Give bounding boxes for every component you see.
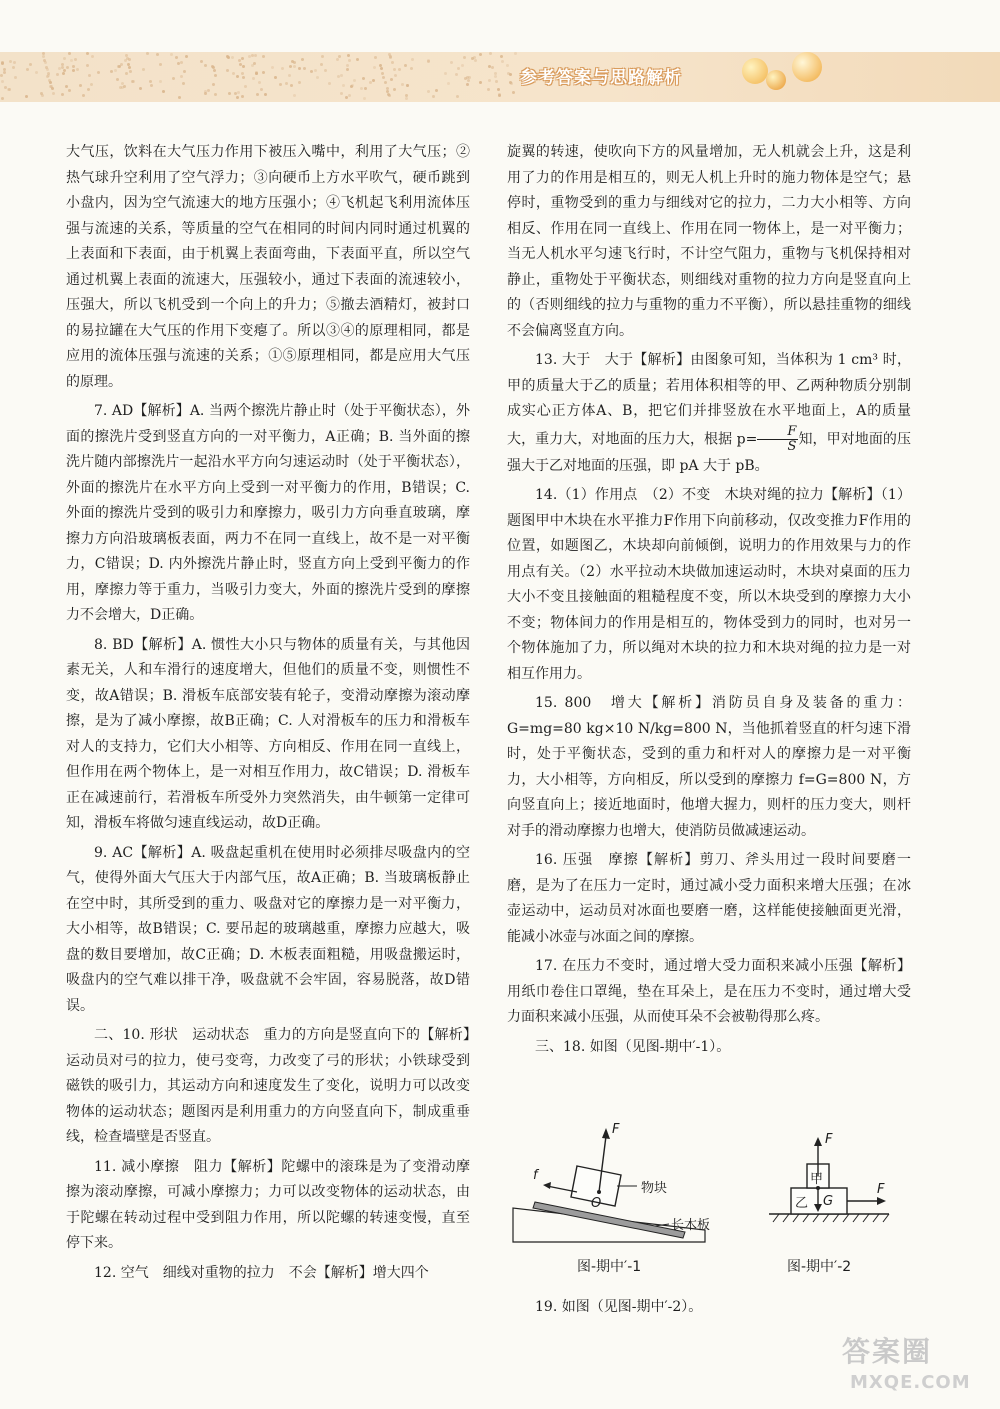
header-dot: [495, 80, 498, 83]
header-dot: [1, 80, 4, 83]
header-dot: [479, 81, 482, 84]
header-dot: [488, 79, 491, 82]
paragraph-7: 7. AD【解析】A. 当两个擦洗片静止时（处于平衡状态），外面的擦洗片受到竖直方向的一对平衡力，A正确；B. 当外面的擦洗片随内部擦洗片一起沿水平方向匀速运动时（处于平衡状态），外面的擦洗片在水平方向上受到一对平衡力的作用，B错误；C. 外面的擦洗片受到的吸引力和摩擦力，吸引力方向垂直玻璃，摩擦力方向沿玻璃板表面，两力不在同一直线上，故不是一对平衡力，C错误；D. 内外擦洗片静止时，竖直方向上受到平衡力的作用，摩擦力等于重力，当吸引力变大，外面的擦洗片受到的摩擦力不会增大，D正确。: [66, 403, 470, 623]
header-dot: [506, 64, 509, 67]
header-dot: [88, 74, 91, 77]
header-dot: [1, 97, 4, 100]
header-dot: [512, 91, 515, 94]
header-dot: [1, 62, 4, 65]
header-dot: [324, 69, 327, 72]
header-dot: [90, 83, 93, 86]
decor-bubble-icon: [766, 70, 786, 90]
header-dot: [404, 64, 407, 67]
header-dot: [139, 87, 142, 90]
header-dot: [279, 83, 282, 86]
header-dot: [251, 54, 254, 57]
header-title: 参考答案与思路解析: [520, 68, 682, 88]
header-dot: [172, 77, 175, 80]
figure-1-caption: 图-期中′-1: [577, 1259, 642, 1275]
header-dot: [185, 55, 188, 58]
header-dot: [86, 64, 89, 67]
header-dot: [87, 88, 90, 91]
header-dot: [241, 57, 244, 60]
header-dot: [70, 59, 73, 62]
header-dot: [91, 55, 94, 58]
figure-2-caption: 图-期中′-2: [787, 1259, 852, 1275]
header-dot: [260, 88, 263, 91]
header-dot: [26, 68, 29, 71]
header-dot: [487, 88, 490, 91]
header-dot: [252, 77, 255, 80]
label-board: 长木板: [671, 1218, 711, 1233]
header-dot: [291, 60, 294, 63]
header-dot: [353, 79, 356, 82]
header-dot: [494, 75, 497, 78]
header-dot: [316, 76, 319, 79]
header-dot: [232, 72, 235, 75]
header-dot: [293, 94, 296, 97]
header-dot: [123, 85, 126, 88]
right-column: [507, 140, 911, 1064]
watermark-site: MXQE.COM: [850, 1372, 971, 1393]
header-dot: [288, 74, 291, 77]
header-dot: [241, 72, 244, 75]
header-dot: [467, 79, 470, 82]
header-dot: [262, 55, 265, 58]
header-dot: [242, 76, 245, 79]
header-dot: [494, 72, 497, 75]
header-dot: [244, 85, 247, 88]
paragraph-12-cont: 旋翼的转速，使吹向下方的风量增加，无人机就会上升，这是利用了力的作用是相互的，则无人机上升时的施力物体是空气；悬停时，重物受到的重力与细线对它的拉力，二力大小相等、方向相反、作用在同一直线上、作用在同一物体上，是一对平衡力；当无人机水平匀速飞行时，不计空气阻力，重物与飞机保持相对静止，重物处于平衡状态，则细线对重物的拉力方向是竖直向上的（否则细线的拉力与重物的重力不平衡），所以悬挂重物的细线不会偏离竖直方向。: [507, 144, 911, 339]
header-dot: [450, 61, 453, 64]
header-dot: [435, 89, 438, 92]
header-dot: [251, 64, 254, 67]
header-dot: [68, 89, 71, 92]
paragraph-10: 二、10. 形状 运动状态 重力的方向是竖直向下的【解析】运动员对弓的拉力，使弓变弯，力改变了弓的形状；小铁球受到磁铁的吸引力，其运动方向和速度发生了变化，说明力可以改变物体的运动状态；题图丙是利用重力的方向竖直向下，制成重垂线，检查墙壁是否竖直。: [66, 1027, 470, 1145]
center-point: [597, 1190, 601, 1194]
force-F-up-arrowhead: [814, 1137, 822, 1146]
header-dot: [489, 52, 492, 55]
header-dot: [463, 56, 466, 59]
header-dot: [12, 66, 15, 69]
header-dot: [474, 59, 477, 62]
header-dot: [410, 67, 413, 70]
header-dot: [293, 65, 296, 68]
header-dot: [447, 82, 450, 85]
label-f: f: [533, 1168, 538, 1183]
label-G: G: [823, 1194, 834, 1209]
header-dot: [274, 76, 277, 79]
header-dot: [271, 66, 274, 69]
header-dot: [62, 72, 65, 75]
header-dot: [110, 70, 113, 73]
header-dot: [0, 74, 3, 77]
paragraph-9: 9. AC【解析】A. 吸盘起重机在使用时必须排尽吸盘内的空气，使得外面大气压大于内部气压，故A正确；B. 当玻璃板静止在空中时，其所受到的重力、吸盘对它的摩擦力是一对平衡力，大小相等，故B错误；C. 要吊起的玻璃越重，摩擦力应越大，吸盘的数目要增加，故C正确；D. 木板表面粗糙，用吸盘搬运时，吸盘内的空气难以排干净，吸盘就不会牢固，容易脱落，故D错误。: [66, 844, 470, 1014]
header-dot: [285, 82, 288, 85]
header-dot: [41, 94, 44, 97]
force-f-arrowhead: [543, 1182, 551, 1189]
header-dot: [356, 58, 359, 61]
header-dot: [56, 73, 59, 76]
header-dot: [281, 67, 284, 70]
header-dot: [7, 88, 10, 91]
header-dot: [394, 74, 397, 77]
header-dot: [390, 78, 393, 81]
header-dot: [258, 81, 261, 84]
header-dot: [149, 80, 152, 83]
header-dot: [180, 61, 183, 64]
watermark: [842, 1330, 992, 1400]
paragraph-18: 三、18. 如图（见图-期中′-1）。: [535, 1038, 731, 1055]
decor-bubble-icon: [742, 58, 768, 84]
header-dot: [255, 72, 258, 75]
header-dot: [303, 67, 306, 70]
header-dot: [183, 70, 186, 73]
header-dot: [236, 96, 239, 99]
header-dot: [128, 66, 131, 69]
header-dot: [289, 65, 292, 68]
header-dot: [498, 93, 501, 96]
header-dot: [262, 71, 265, 74]
header-dot: [236, 75, 239, 78]
header-dot: [213, 69, 216, 72]
header-dot: [471, 57, 474, 60]
header-dot: [380, 67, 383, 70]
header-dot: [347, 54, 350, 57]
header-dot: [200, 60, 203, 63]
header-dot: [49, 81, 52, 84]
header-dot: [47, 74, 50, 77]
header-dot: [207, 89, 210, 92]
header-dot: [389, 56, 392, 59]
header-dot: [411, 58, 414, 61]
header-dot: [342, 84, 345, 87]
header-dot: [63, 57, 66, 60]
header-dot: [363, 97, 366, 100]
paragraph-13: [507, 348, 911, 479]
header-dot: [510, 82, 513, 85]
header-dot: [381, 72, 384, 75]
header-dot: [301, 58, 304, 61]
header-dot: [479, 53, 482, 56]
header-dot: [82, 94, 85, 97]
header-dot: [214, 74, 217, 77]
header-dot: [406, 84, 409, 87]
paragraph-19: 19. 如图（见图-期中′-2）。: [535, 1299, 703, 1315]
header-dot: [360, 87, 363, 90]
header-dot: [398, 68, 401, 71]
header-dot: [44, 61, 47, 64]
header-dot: [401, 83, 404, 86]
header-dot: [346, 64, 349, 67]
header-dot: [226, 55, 229, 58]
header-dot: [405, 97, 408, 100]
header-dot: [466, 83, 469, 86]
header-dot: [146, 52, 149, 55]
force-F-right-arrowhead: [877, 1197, 886, 1205]
header-dot: [457, 67, 460, 70]
figure-1: [505, 1120, 715, 1280]
header-dot: [212, 83, 215, 86]
header-dot: [491, 66, 494, 69]
header-dot: [66, 66, 69, 69]
label-jia: 甲: [810, 1172, 824, 1187]
header-dot: [42, 55, 45, 58]
header-dot: [350, 85, 353, 88]
header-dot: [156, 53, 159, 56]
header-dot: [321, 55, 324, 58]
header-dot: [228, 92, 231, 95]
header-dot: [14, 76, 17, 79]
fraction-f-over-s: [757, 425, 798, 454]
header-dot: [182, 82, 185, 85]
paragraph-19-block: [507, 1295, 911, 1325]
header-dot: [68, 52, 71, 55]
header-dot: [364, 87, 367, 90]
header-dot: [348, 59, 351, 62]
header-dot: [362, 77, 365, 80]
header-dot: [374, 56, 377, 59]
paragraph-15: 15. 800 增大【解析】消防员自身及装备的重力：G=mg=80 kg×10 N/kg=800 N，当他抓着竖直的杆匀速下滑时，处于平衡状态，受到的重力和杆对人的摩擦力是一对平衡力，大小相等，方向相反，所以受到的摩擦力 f=G=800 N，方向竖直向上；接近地面时，他增大握力，则杆的压力变大，则杆对手的滑动摩擦力也增大，使消防员做减速运动。: [507, 695, 911, 839]
header-dot: [488, 65, 491, 68]
header-dot: [29, 63, 32, 66]
header-dot: [46, 68, 49, 71]
header-decoration: [0, 52, 520, 102]
decor-bubble-icon: [792, 52, 822, 82]
header-dot: [79, 84, 82, 87]
paragraph-14: 14.（1）作用点 （2）不变 木块对绳的拉力【解析】（1）题图甲中木块在水平推力F作用下向前移动，仅改变推力F作用的位置，如题图乙，木块却向前倾倒，说明力的作用效果与力的作用点有关。（2）水平拉动木块做加速运动时，木块对桌面的压力大小不变且接触面的粗糙程度不变，所以木块受到的摩擦力大小不变；物体间力的作用是相互的，物体受到力的同时，也对另一个物体施加了力，所以绳对木块的拉力和木块对绳的拉力是一对相互作用力。: [507, 487, 911, 682]
header-dot: [336, 58, 339, 61]
header-dot: [61, 93, 64, 96]
header-dot: [514, 52, 517, 55]
header-dot: [391, 61, 394, 64]
header-dot: [387, 93, 390, 96]
label-F: F: [612, 1122, 620, 1137]
header-dot: [427, 90, 430, 93]
header-dot: [86, 52, 89, 55]
header-dot: [162, 90, 165, 93]
paragraph-13-text-b: 知，甲对地面的压强大于乙对地面的压强，即 pA 大于 pB。: [507, 431, 911, 474]
long-board: [533, 1202, 685, 1238]
header-dot: [444, 72, 447, 75]
header-dot: [132, 80, 135, 83]
paragraph-17: 17. 在压力不变时，通过增大受力面积来减小压强【解析】用纸巾卷住口罩绳，垫在耳朵上，是在压力不变时，通过增大受力面积来减小压强，从而使耳朵不会被勒得那么疼。: [507, 958, 911, 1025]
paragraph-13-text-a: 13. 大于 大于【解析】由图象可知，当体积为 1 cm³ 时，甲的质量大于乙的质量；若用体积相等的甲、乙两种物质分别制成实心正方体A、B，把它们并排竖放在水平地面上，A的质量大，重力大，对地面的压力大，根据 p=: [507, 352, 911, 447]
header-dot: [142, 68, 145, 71]
label-F-top: F: [825, 1132, 833, 1147]
header-dot: [382, 76, 385, 79]
header-dot: [298, 67, 301, 70]
paragraph-12: 12. 空气 细线对重物的拉力 不会【解析】增大四个: [94, 1264, 429, 1281]
header-dot: [455, 73, 458, 76]
header-dot: [427, 60, 430, 63]
header-dot: [51, 87, 54, 90]
header-dot: [314, 69, 317, 72]
fraction-numerator: F: [757, 425, 798, 440]
paragraph-6-cont: 大气压，饮料在大气压力作用下被压入嘴中，利用了大气压；②热气球升空利用了空气浮力；③向硬币上方水平吹气，硬币跳到小盘内，因为空气流速大的地方压强小；④飞机起飞利用流体压强与流速的关系，等质量的空气在相同的时间内同时通过机翼的上表面和下表面，由于机翼上表面弯曲，下表面平直，所以空气通过机翼上表面的流速大，压强较小，通过下表面的流速较小，压强大，所以飞机受到一个向上的升力；⑤撤去酒精灯，被封口的易拉罐在大气压的作用下变瘪了。所以③④的原理相同，都是应用的流体压强与流速的关系；①⑤原理相同，都是应用大气压的原理。: [66, 144, 470, 390]
header-dot: [340, 92, 343, 95]
header-dot: [124, 59, 127, 62]
header-dot: [114, 69, 117, 72]
header-dot: [120, 63, 123, 66]
header-dot: [125, 72, 128, 75]
left-column: [66, 140, 470, 1290]
header-dot: [61, 66, 64, 69]
header-dot: [384, 81, 387, 84]
header-dot: [214, 93, 217, 96]
header-dot: [393, 88, 396, 91]
header-dot: [320, 63, 323, 66]
header-dot: [241, 95, 244, 98]
header-dot: [373, 66, 376, 69]
header-dot: [310, 70, 313, 73]
header-dot: [175, 56, 178, 59]
header-dot: [500, 55, 503, 58]
header-dot: [9, 60, 12, 63]
header-dot: [264, 93, 267, 96]
header-dot: [180, 75, 183, 78]
header-dot: [346, 68, 349, 71]
figure-2: [765, 1130, 895, 1280]
header-dot: [74, 58, 77, 61]
header-dot: [497, 88, 500, 91]
header-dot: [348, 94, 351, 97]
header-dot: [72, 69, 75, 72]
header-dot: [204, 92, 207, 95]
header-dot: [119, 86, 122, 89]
label-block: 物块: [641, 1181, 668, 1196]
paragraph-16: 16. 压强 摩擦【解析】剪刀、斧头用过一段时间要磨一磨，是为了在压力一定时，通过减小受力面积来增大压强；在冰壶运动中，运动员对冰面也要磨一磨，这样能使接触面更光滑，能减小冰壶与冰面之间的摩擦。: [507, 852, 911, 945]
header-dot: [72, 65, 75, 68]
header-dot: [129, 70, 132, 73]
header-dot: [150, 84, 153, 87]
header-dot: [461, 64, 464, 67]
header-dot: [13, 61, 16, 64]
header-dot: [509, 73, 512, 76]
header-dot: [65, 85, 68, 88]
header-dot: [170, 53, 173, 56]
header-dot: [456, 95, 459, 98]
header-dot: [128, 58, 131, 61]
header-dot: [63, 69, 66, 72]
header-dot: [340, 74, 343, 77]
ground-hatching: [773, 1214, 889, 1222]
label-F-right: F: [877, 1182, 885, 1197]
label-O: O: [591, 1196, 602, 1211]
header-dot: [204, 64, 207, 67]
header-dot: [298, 81, 301, 84]
header-dot: [328, 82, 331, 85]
header-dot: [3, 71, 6, 74]
header-dot: [226, 69, 229, 72]
force-F-arrowhead: [602, 1128, 610, 1139]
header-dot: [237, 91, 240, 94]
header-dot: [393, 68, 396, 71]
watermark-logo: 答案圈: [842, 1335, 933, 1368]
header-dot: [254, 54, 257, 57]
header-dot: [248, 55, 251, 58]
header-dot: [432, 95, 435, 98]
header-dot: [159, 80, 162, 83]
header-dot: [231, 56, 234, 59]
header-dot: [76, 68, 79, 71]
header-dot: [178, 96, 181, 99]
header-dot: [337, 75, 340, 78]
header-dot: [35, 71, 38, 74]
header-dot: [97, 71, 100, 74]
paragraph-11: 11. 减小摩擦 阻力【解析】陀螺中的滚珠是为了变滑动摩擦为滚动摩擦，可减小摩擦力；力可以改变物体的运动状态，由于陀螺在转动过程中受到阻力作用，所以陀螺的转速变慢，直至停下来。: [66, 1158, 470, 1251]
header-dot: [501, 60, 504, 63]
header-dot: [372, 79, 375, 82]
header-dot: [238, 59, 241, 62]
header-dot: [256, 93, 259, 96]
header-dot: [468, 76, 471, 79]
fraction-denominator: S: [787, 438, 797, 454]
header-dot: [25, 95, 28, 98]
header-dot: [242, 65, 245, 68]
header-dot: [464, 77, 467, 80]
label-yi: 乙: [795, 1196, 809, 1211]
paragraph-8: 8. BD【解析】A. 惯性大小只与物体的质量有关，与其他因素无关，人和车滑行的速度增大，但他们的质量不变，则惯性不变，故A错误；B. 滑板车底部安装有轮子，变滑动摩擦为滚动摩擦，是为了减小摩擦，故B正确；C. 人对滑板车的压力和滑板车对人的支持力，它们大小相等、方向相反、作用在同一直线上，但作用在两个物体上，是一对相互作用力，故C错误；D. 滑板车正在减速前行，若滑板车所受外力突然消失，由牛顿第一定律可知，滑板车将做匀速直线运动，故D正确。: [66, 636, 470, 831]
header-dot: [290, 84, 293, 87]
header-dot: [159, 63, 162, 66]
header-dot: [52, 92, 55, 95]
header-dot: [116, 78, 119, 81]
